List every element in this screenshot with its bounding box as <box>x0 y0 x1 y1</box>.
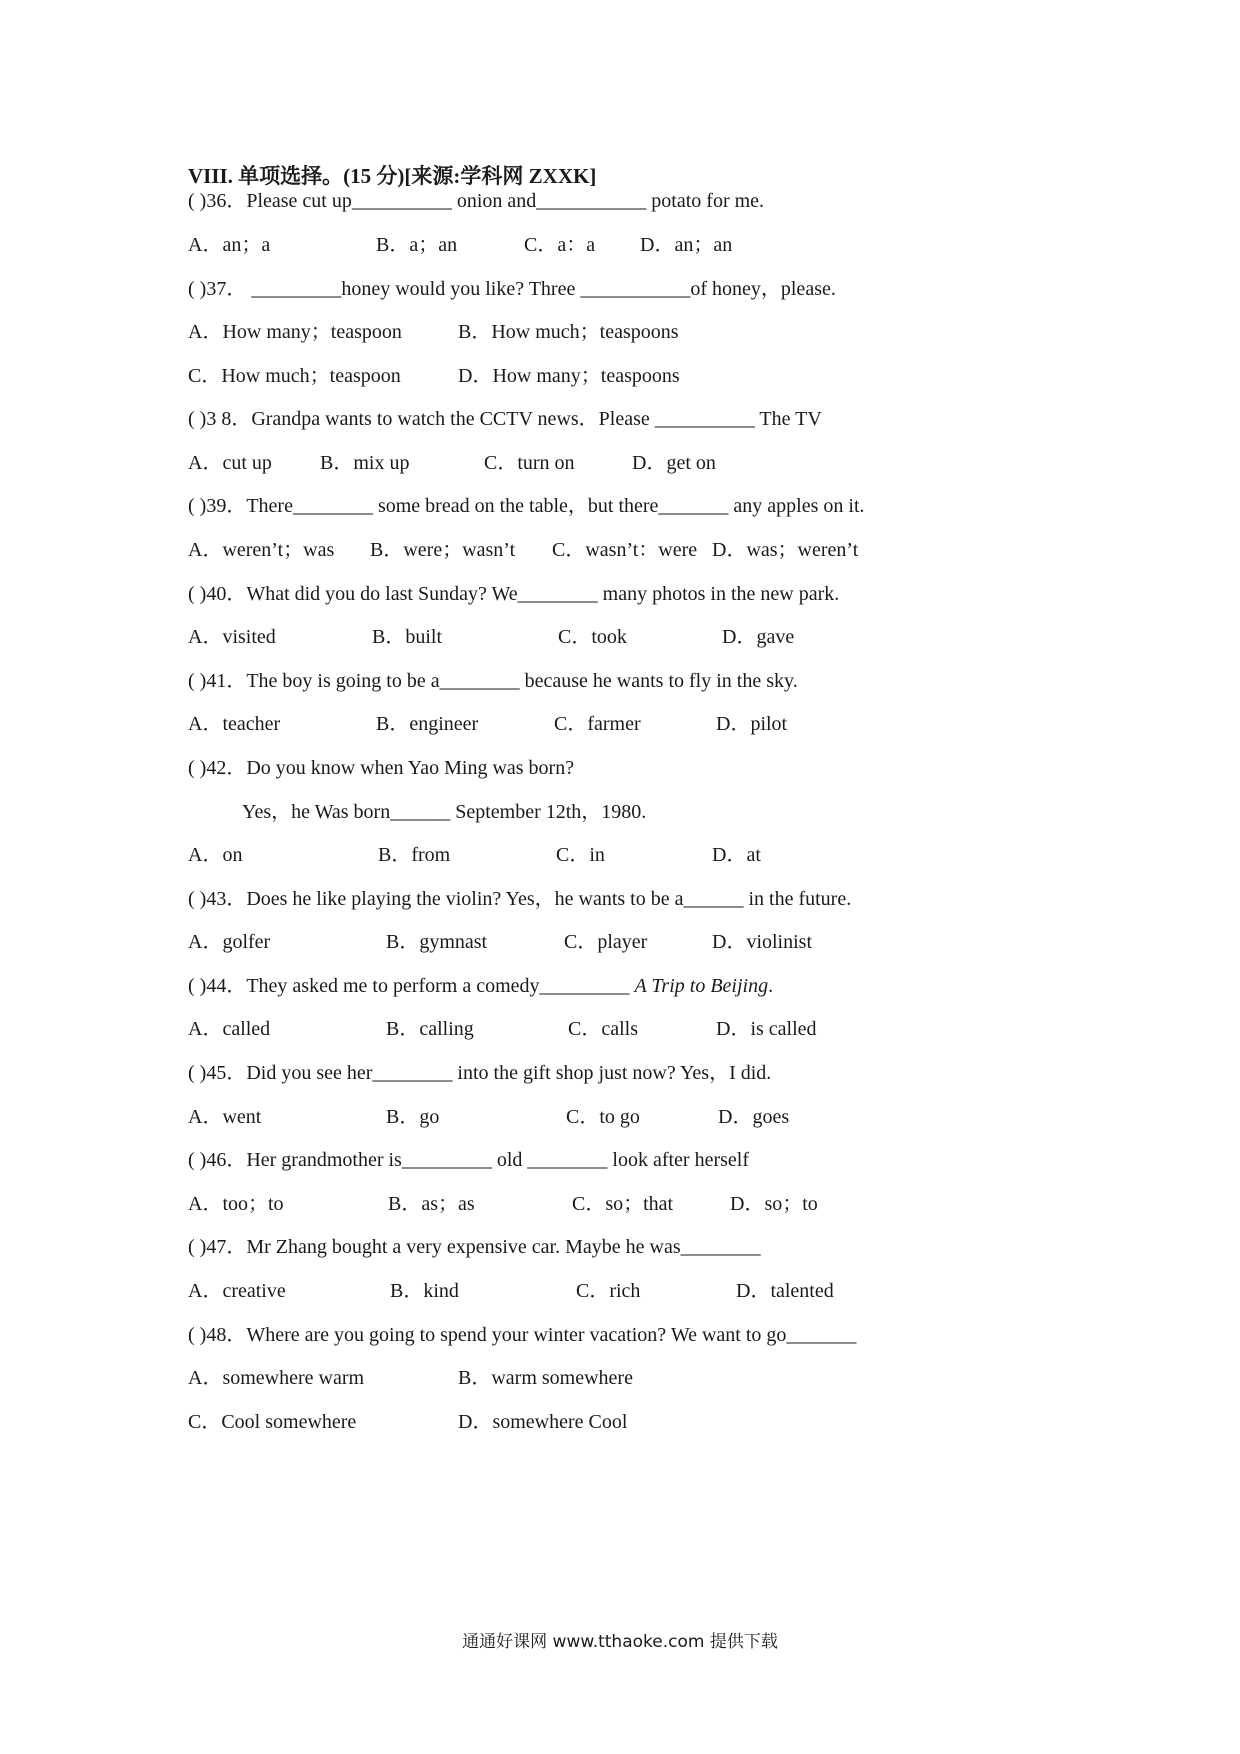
option-c: C．in <box>556 844 605 866</box>
option-d: D．violinist <box>712 931 813 953</box>
option-c: C．rich <box>576 1280 641 1302</box>
answer-blank: ______ <box>390 801 451 823</box>
answer-blank: ________ <box>517 583 598 605</box>
option-d: D．an；an <box>640 234 733 256</box>
option-a: A．too；to <box>188 1193 284 1215</box>
option-c: C．farmer <box>554 713 641 735</box>
option-d: D．goes <box>718 1106 790 1128</box>
options-row <box>188 1014 1088 1044</box>
options-row <box>188 1363 1088 1393</box>
page-footer: 通通好课网 www.tthaoke.com 提供下载 <box>462 1632 778 1652</box>
answer-blank: ________ <box>439 670 520 692</box>
question-text: ( )37． <box>188 278 252 300</box>
question-text: A Trip to Beijing <box>634 975 769 997</box>
option-c: C．a：a <box>524 234 596 256</box>
question-stem-continuation <box>242 797 646 827</box>
question-text: . <box>768 975 774 997</box>
option-b: B．from <box>378 844 451 866</box>
option-b: B．engineer <box>376 713 479 735</box>
question-stem <box>188 1058 771 1088</box>
question-text: in the future. <box>743 888 852 910</box>
question-text: ( )48．Where are you going to spend your winter vacation? We want to go <box>188 1324 787 1346</box>
question-text: ( )36．Please cut up <box>188 190 352 212</box>
section-title: VIII. 单项选择。(15 分)[来源:学科网 ZXXK] <box>188 164 597 188</box>
question-text: The TV <box>754 408 822 430</box>
question-text: ( )41．The boy is going to be a <box>188 670 440 692</box>
options-row <box>188 361 1088 391</box>
question-text: onion and <box>451 190 537 212</box>
option-d: D．at <box>712 844 761 866</box>
option-b: B．as；as <box>388 1193 475 1215</box>
question-stem <box>188 491 865 521</box>
question-text: of honey，please. <box>690 278 836 300</box>
option-c: C．so；that <box>572 1193 674 1215</box>
option-a: A．an；a <box>188 234 271 256</box>
question-text: ( )46．Her grandmother is <box>188 1149 402 1171</box>
question-text: ( )47．Mr Zhang bought a very expensive car. Maybe he was <box>188 1236 681 1258</box>
option-d: D．How many；teaspoons <box>458 365 680 387</box>
question-text: some bread on the table，but there <box>372 495 659 517</box>
answer-blank: _______ <box>786 1324 857 1346</box>
answer-blank: ________ <box>527 1149 608 1171</box>
answer-blank: _______ <box>658 495 729 517</box>
option-b: B．mix up <box>320 452 410 474</box>
answer-blank: ________ <box>680 1236 761 1258</box>
answer-blank: __________ <box>654 408 755 430</box>
option-a: A．creative <box>188 1280 286 1302</box>
question-text: potato for me. <box>646 190 765 212</box>
question-stem <box>188 971 773 1001</box>
question-text: ( )39．There <box>188 495 293 517</box>
option-b: B．warm somewhere <box>458 1367 633 1389</box>
option-d: D．was；weren’t <box>712 539 859 561</box>
options-row <box>188 1407 1088 1437</box>
option-c: C．to go <box>566 1106 640 1128</box>
option-a: A．went <box>188 1106 262 1128</box>
question-text: ( )40．What did you do last Sunday? We <box>188 583 518 605</box>
options-row <box>188 840 1088 870</box>
options-row <box>188 1102 1088 1132</box>
option-c: C．turn on <box>484 452 575 474</box>
option-b: B．were；wasn’t <box>370 539 516 561</box>
option-a: A．somewhere warm <box>188 1367 365 1389</box>
option-b: B．gymnast <box>386 931 488 953</box>
option-a: A．cut up <box>188 452 272 474</box>
options-row <box>188 622 1088 652</box>
option-c: C．player <box>564 931 648 953</box>
option-a: A．weren’t；was <box>188 539 335 561</box>
options-row <box>188 448 1088 478</box>
answer-blank: ___________ <box>580 278 691 300</box>
options-row <box>188 1276 1088 1306</box>
answer-blank: _________ <box>539 975 630 997</box>
option-c: C．wasn’t：were <box>552 539 698 561</box>
option-c: C．took <box>558 626 627 648</box>
answer-blank: ______ <box>683 888 744 910</box>
question-stem <box>188 884 851 914</box>
question-stem <box>188 1232 761 1262</box>
question-stem <box>188 404 822 434</box>
answer-blank: __________ <box>351 190 452 212</box>
option-a: A．golfer <box>188 931 271 953</box>
option-d: D．get on <box>632 452 716 474</box>
answer-blank: ___________ <box>536 190 647 212</box>
answer-blank: ________ <box>372 1062 453 1084</box>
option-a: A．called <box>188 1018 271 1040</box>
question-stem <box>188 1145 749 1175</box>
question-text: Yes，he Was born <box>242 801 391 823</box>
answer-blank: _________ <box>401 1149 492 1171</box>
question-text: ( )45．Did you see her <box>188 1062 373 1084</box>
option-a: A．visited <box>188 626 276 648</box>
options-row <box>188 230 1088 260</box>
options-row <box>188 1189 1088 1219</box>
question-text: old <box>491 1149 528 1171</box>
option-d: D．somewhere Cool <box>458 1411 628 1433</box>
question-stem <box>188 579 839 609</box>
option-d: D．is called <box>716 1018 817 1040</box>
question-text: ( )3 8．Grandpa wants to watch the CCTV news．Please <box>188 408 655 430</box>
option-d: D．pilot <box>716 713 788 735</box>
question-text: ( )43．Does he like playing the violin? Yes，he wants to be a <box>188 888 684 910</box>
question-text: honey would you like? Three <box>341 278 581 300</box>
option-c: C．Cool somewhere <box>188 1411 357 1433</box>
question-text: look after herself <box>607 1149 749 1171</box>
question-stem <box>188 666 798 696</box>
option-c: C．How much；teaspoon <box>188 365 401 387</box>
question-stem <box>188 1320 856 1350</box>
option-b: B．go <box>386 1106 440 1128</box>
options-row <box>188 535 1088 565</box>
option-d: D．gave <box>722 626 795 648</box>
option-b: B．a；an <box>376 234 458 256</box>
option-b: B．calling <box>386 1018 474 1040</box>
option-c: C．calls <box>568 1018 638 1040</box>
question-stem <box>188 274 836 304</box>
options-row <box>188 709 1088 739</box>
option-b: B．How much；teaspoons <box>458 321 679 343</box>
option-b: B．built <box>372 626 443 648</box>
question-text: ( )42．Do you know when Yao Ming was born? <box>188 757 575 779</box>
option-a: A．teacher <box>188 713 281 735</box>
option-b: B．kind <box>390 1280 459 1302</box>
option-a: A．on <box>188 844 243 866</box>
question-text: ( )44．They asked me to perform a comedy <box>188 975 540 997</box>
question-text: any apples on it. <box>728 495 865 517</box>
options-row <box>188 927 1088 957</box>
question-stem <box>188 753 574 783</box>
question-text: into the gift shop just now? Yes，I did. <box>452 1062 772 1084</box>
question-text: many photos in the new park. <box>597 583 840 605</box>
option-d: D．talented <box>736 1280 834 1302</box>
question-text: because he wants to fly in the sky. <box>519 670 798 692</box>
option-a: A．How many；teaspoon <box>188 321 402 343</box>
question-stem <box>188 186 764 216</box>
answer-blank: ________ <box>292 495 373 517</box>
answer-blank: _________ <box>251 278 342 300</box>
options-row <box>188 317 1088 347</box>
question-text: September 12th，1980. <box>450 801 647 823</box>
option-d: D．so；to <box>730 1193 818 1215</box>
